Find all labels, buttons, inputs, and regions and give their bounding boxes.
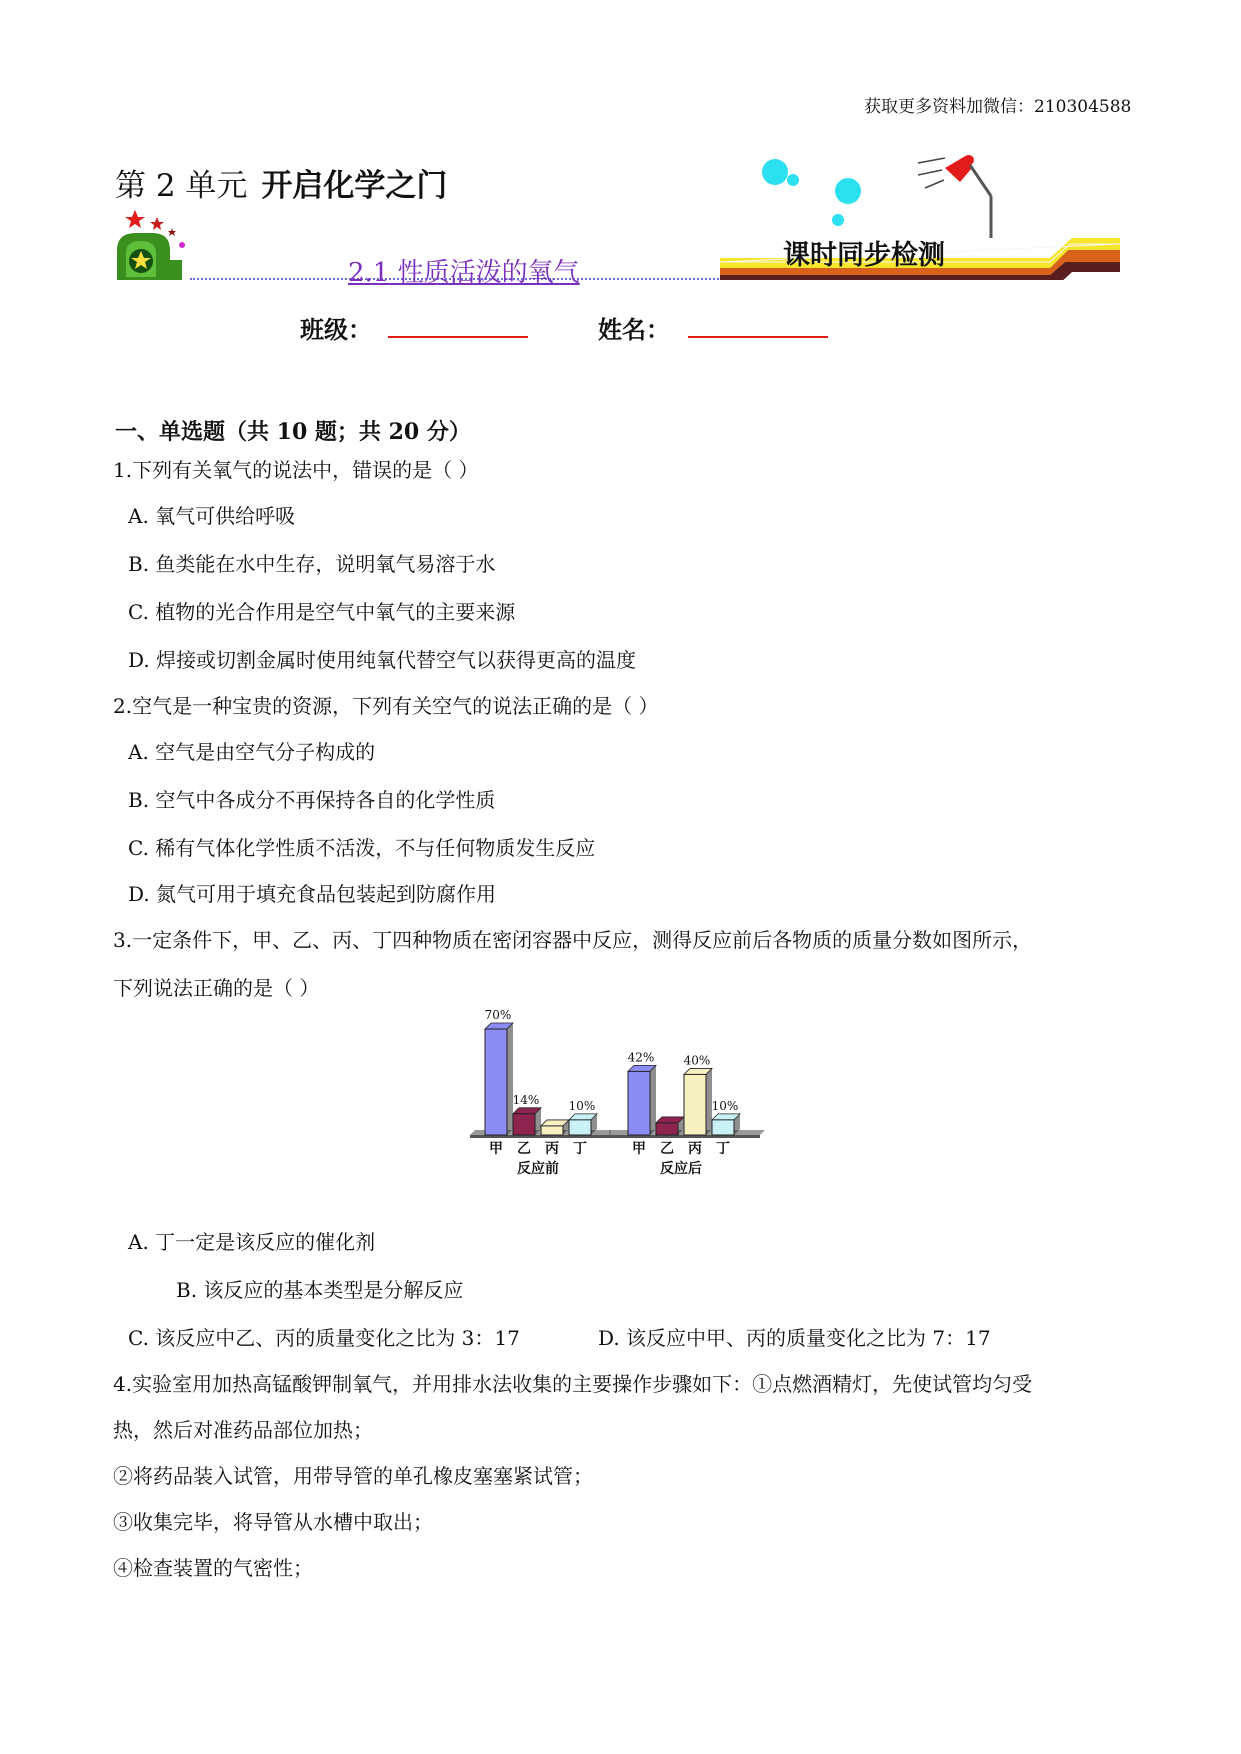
data-label: 14%: [512, 1092, 540, 1107]
category-label: 丙: [688, 1141, 702, 1157]
category-label: 乙: [517, 1141, 531, 1157]
section-title: 一、单选题（共 10 题；共 20 分）: [115, 419, 471, 445]
bar: [541, 1126, 563, 1135]
badge-text: 课时同步检测: [783, 240, 945, 271]
q1-option-b[interactable]: B. 鱼类能在水中生存，说明氧气易溶于水: [128, 552, 496, 576]
class-field[interactable]: [388, 336, 528, 338]
question-2: 2.空气是一种宝贵的资源，下列有关空气的说法正确的是（ ）: [113, 694, 659, 718]
category-label: 甲: [632, 1141, 646, 1157]
bar: [712, 1120, 734, 1135]
q1-option-a[interactable]: A. 氧气可供给呼吸: [128, 504, 296, 528]
q2-option-c[interactable]: C. 稀有气体化学性质不活泼，不与任何物质发生反应: [128, 836, 596, 860]
q4-step-4: ④检查装置的气密性；: [113, 1556, 313, 1580]
q3-option-b[interactable]: B. 该反应的基本类型是分解反应: [176, 1278, 464, 1302]
q3-option-c[interactable]: C. 该反应中乙、丙的质量变化之比为 3：17: [128, 1326, 520, 1350]
name-field[interactable]: [688, 336, 828, 338]
bar: [569, 1120, 591, 1135]
question-4-line1: 4.实验室用加热高锰酸钾制氧气，并用排水法收集的主要操作步骤如下：①点燃酒精灯，先使试管均匀受: [113, 1372, 1033, 1396]
name-label: 姓名：: [598, 316, 670, 344]
q3-option-a[interactable]: A. 丁一定是该反应的催化剂: [128, 1230, 376, 1254]
data-label: 40%: [683, 1053, 711, 1068]
question-3-line1: 3.一定条件下，甲、乙、丙、丁四种物质在密闭容器中反应，测得反应前后各物质的质量分数如图所示，: [113, 928, 1033, 952]
bar-side: [650, 1065, 656, 1135]
data-label: 10%: [568, 1098, 596, 1113]
data-label: 10%: [711, 1098, 739, 1113]
bar: [513, 1114, 535, 1135]
unit-prefix: 第 2 单元: [115, 168, 248, 204]
group-label: 反应前: [517, 1161, 559, 1177]
logo-icon: [112, 205, 192, 285]
category-label: 丙: [545, 1141, 559, 1157]
category-label: 丁: [573, 1141, 587, 1157]
q3-option-d[interactable]: D. 该反应中甲、丙的质量变化之比为 7：17: [598, 1326, 991, 1350]
lesson-title: 2.1 性质活泼的氧气: [348, 258, 580, 288]
question-4-line2: 热，然后对准药品部位加热；: [113, 1418, 373, 1442]
bar: [485, 1029, 507, 1135]
category-label: 丁: [716, 1141, 730, 1157]
class-label: 班级：: [300, 316, 372, 344]
unit-name: 开启化学之门: [261, 168, 448, 204]
bar: [684, 1074, 706, 1135]
wechat-note: 获取更多资料加微信：210304588: [864, 97, 1132, 117]
q4-step-3: ③收集完毕，将导管从水槽中取出；: [113, 1510, 433, 1534]
q4-step-2: ②将药品装入试管，用带导管的单孔橡皮塞塞紧试管；: [113, 1464, 593, 1488]
group-label: 反应后: [660, 1161, 702, 1177]
data-label: 42%: [627, 1050, 655, 1065]
bar: [656, 1123, 678, 1135]
question-1: 1.下列有关氧气的说法中，错误的是（ ）: [113, 458, 479, 482]
mass-fraction-chart: [460, 1010, 780, 1190]
question-3-line2: 下列说法正确的是（ ）: [113, 976, 320, 1000]
bar: [628, 1071, 650, 1135]
category-label: 乙: [660, 1141, 674, 1157]
bar-side: [507, 1023, 513, 1135]
q2-option-a[interactable]: A. 空气是由空气分子构成的: [128, 740, 376, 764]
data-label: 70%: [484, 1010, 512, 1022]
unit-title: [115, 160, 447, 205]
q2-option-b[interactable]: B. 空气中各成分不再保持各自的化学性质: [128, 788, 496, 812]
q1-option-c[interactable]: C. 植物的光合作用是空气中氧气的主要来源: [128, 600, 516, 624]
category-label: 甲: [489, 1141, 503, 1157]
q1-option-d[interactable]: D. 焊接或切割金属时使用纯氧代替空气以获得更高的温度: [128, 648, 637, 672]
q2-option-d[interactable]: D. 氮气可用于填充食品包装起到防腐作用: [128, 882, 497, 906]
